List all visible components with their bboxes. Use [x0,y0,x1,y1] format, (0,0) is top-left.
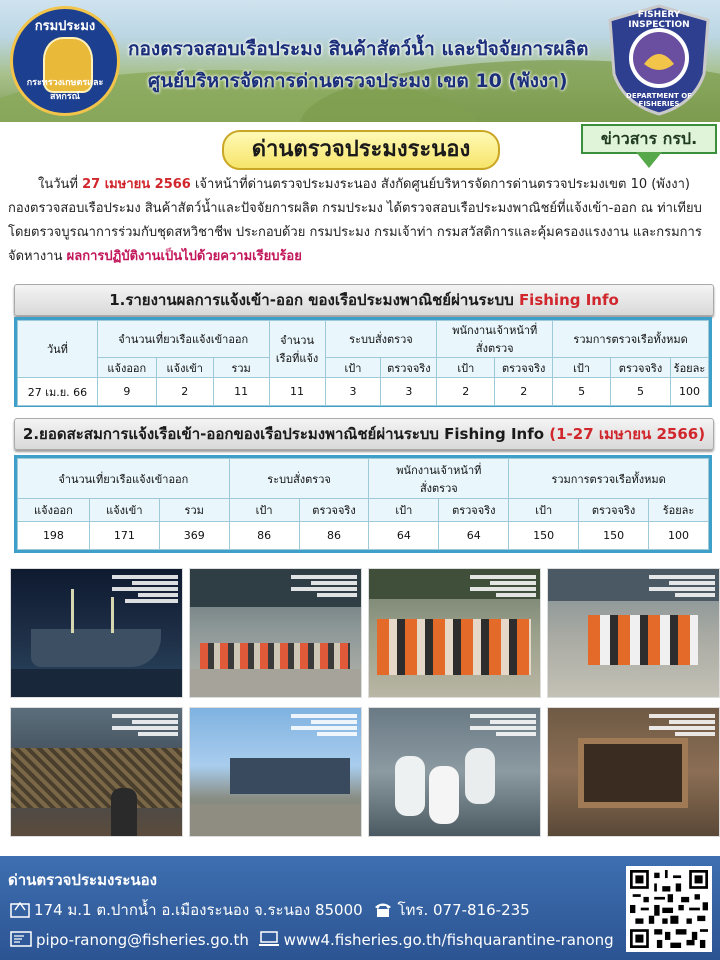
section1-title-highlight: Fishing Info [518,291,619,309]
photo-inspection-crew [368,568,541,698]
header-total: รวมการตรวจเรือทั้งหมด [553,321,709,358]
photo-containers [368,707,541,837]
table-cell: 198 [18,521,90,549]
intro-result: ผลการปฏิบัติงานเป็นไปด้วยความเรียบร้อย [66,249,302,264]
header-officer [369,459,509,499]
table-cell: 100 [670,378,708,406]
header-officer [437,321,553,358]
footer-email[interactable]: pipo-ranong@fisheries.go.th [36,931,249,949]
intro-date: 27 เมษายน 2566 [82,177,191,192]
logo-bottom-text: กระทรวงเกษตรและสหกรณ์ [26,78,104,102]
footer-contact-line1 [10,898,530,922]
table-cell: 3 [381,378,437,406]
photo-timestamp [291,573,357,599]
header-banner [0,0,720,122]
header-officer-line1: พนักงานเจ้าหน้าที่ [452,324,538,337]
address-icon [10,900,30,922]
subheader-cell: ร้อยละ [670,358,708,378]
header-officer-line2: สั่งตรวจ [419,481,458,495]
table-row [18,521,709,549]
badge-bottom-text: DEPARTMENT OF FISHERIES [626,92,692,108]
subheader-cell: ตรวจจริง [381,358,437,378]
section1-title [14,284,714,316]
subheader-cell: ตรวจจริง [439,499,509,521]
badge-top-text: FISHERY INSPECTION [628,10,690,30]
subheader-cell: เป้า [325,358,381,378]
subheader-cell: เป้า [437,358,495,378]
photo-team-meeting [189,568,362,698]
subheader-cell: แจ้งออก [97,358,156,378]
table-cell: 86 [299,521,369,549]
photo-timestamp [112,712,178,738]
intro-text-start: ในวันที่ [38,177,83,192]
subheader-cell: แจ้งออก [18,499,90,521]
photo-timestamp [470,712,536,738]
header-system: ระบบสั่งตรวจ [325,321,437,358]
table-cell: 100 [649,521,709,549]
photo-timestamp [112,573,178,605]
subheader-cell: ตรวจจริง [299,499,369,521]
photo-timestamp [649,712,715,738]
news-badge: ข่าวสาร กรป. [581,124,717,154]
header-system: ระบบสั่งตรวจ [229,459,369,499]
subheader-cell: ตรวจจริง [611,358,671,378]
table-cell: 150 [509,521,579,549]
section2-title [14,418,714,450]
header-boats-line2: เรือที่แจ้ง [275,352,319,365]
table-cell: 9 [97,378,156,406]
header-total: รวมการตรวจเรือทั้งหมด [509,459,709,499]
table-cell: 11 [269,378,325,406]
subheader-cell: แจ้งเข้า [156,358,213,378]
header-officer-line1: พนักงานเจ้าหน้าที่ [396,463,482,477]
photo-pier-boats [189,707,362,837]
subheader-cell: รวม [213,358,269,378]
logo-top-text: กรมประมง [34,19,96,34]
subheader-cell: ร้อยละ [649,499,709,521]
table-cell: 150 [579,521,649,549]
header-boats-line1: จำนวน [280,334,314,347]
intro-paragraph [8,173,714,269]
header-officer-line2: สั่งตรวจ [475,342,514,355]
table-row [18,378,709,406]
qr-code[interactable] [626,866,712,952]
photo-timestamp [470,573,536,599]
subheader-cell: เป้า [369,499,439,521]
subheader-cell: เป้า [229,499,299,521]
table-cell: 64 [439,521,509,549]
table-cell: 369 [159,521,229,549]
subheader-cell: เป้า [509,499,579,521]
section1-title-text: 1.รายงานผลการแจ้งเข้า-ออก ของเรือประมงพาณิชย์ผ่านระบบ [109,291,519,309]
table-cell: 86 [229,521,299,549]
qr-code-icon [630,870,708,948]
computer-icon [258,930,280,952]
daily-report-table [17,320,709,406]
table-cell: 2 [437,378,495,406]
header-trips: จำนวนเที่ยวเรือแจ้งเข้าออก [97,321,269,358]
table-cell: 3 [325,378,381,406]
subheader-cell: ตรวจจริง [495,358,553,378]
section2-title-highlight: (1-27 เมษายน 2566) [549,425,706,443]
email-icon [10,930,32,952]
table-cell: 64 [369,521,439,549]
table-cell: 2 [156,378,213,406]
station-title-banner: ด่านตรวจประมงระนอง [222,130,500,170]
table-cell: 2 [495,378,553,406]
table-cell: 5 [611,378,671,406]
cumulative-report-table [17,458,709,550]
phone-icon [373,900,393,922]
down-arrow-icon [636,152,662,168]
photo-document-check [547,568,720,698]
header-title-line1: กองตรวจสอบเรือประมง สินค้าสัตว์น้ำ และปัจจัยการผลิต [128,38,589,60]
footer-website[interactable]: www4.fisheries.go.th/fishquarantine-ranong [283,931,614,949]
footer-station-name: ด่านตรวจประมงระนอง [8,871,157,889]
photo-fish-hold [547,707,720,837]
subheader-cell: ตรวจจริง [579,499,649,521]
intro-text-body: เจ้าหน้าที่ด่านตรวจประมงระนอง สังกัดศูนย์บริหารจัดการด่านตรวจประมงเขต 10 (พังงา) กองตรวจสอบเรือประมง สินค้าสัตว์น้ำและปัจจัยการผลิต กรมประมง ได้ตรวจสอบเรือประมงพาณิชย์ที่แจ้งเข้า-ออก ณ ท่าเทียบ โดยตรวจบูรณาการร่วมกับชุดสหวิชาชีพ ประกอบด้วย กรมประมง กรมเจ้าท่า กรมสวัสดิการและคุ้มครองแรงงาน และกรมการจัดหางาน [8,177,702,264]
department-of-fisheries-logo [10,6,120,116]
photo-boat-nets [10,707,183,837]
table-cell: 171 [89,521,159,549]
footer-phone[interactable]: โทร. 077-816-235 [397,901,530,919]
footer-address: 174 ม.1 ต.ปากน้ำ อ.เมืองระนอง จ.ระนอง 85000 [34,901,363,919]
header-trips: จำนวนเที่ยวเรือแจ้งเข้าออก [18,459,230,499]
subheader-cell: เป้า [553,358,611,378]
header-boats [269,321,325,378]
table-cell: 11 [213,378,269,406]
header-title-line2: ศูนย์บริหารจัดการด่านตรวจประมง เขต 10 (พังงา) [148,70,568,92]
photo-timestamp [291,712,357,738]
fishery-inspection-badge [604,4,714,116]
contact-footer [0,856,720,960]
table-cell: 27 เม.ย. 66 [18,378,98,406]
photo-timestamp [649,573,715,599]
table-cell: 5 [553,378,611,406]
section2-title-text: 2.ยอดสะสมการแจ้งเรือเข้า-ออกของเรือประมงพาณิชย์ผ่านระบบ Fishing Info [22,425,550,443]
subheader-cell: แจ้งเข้า [89,499,159,521]
photo-boat-night [10,568,183,698]
footer-contact-line2 [10,930,614,952]
header-date: วันที่ [18,321,98,378]
subheader-cell: รวม [159,499,229,521]
